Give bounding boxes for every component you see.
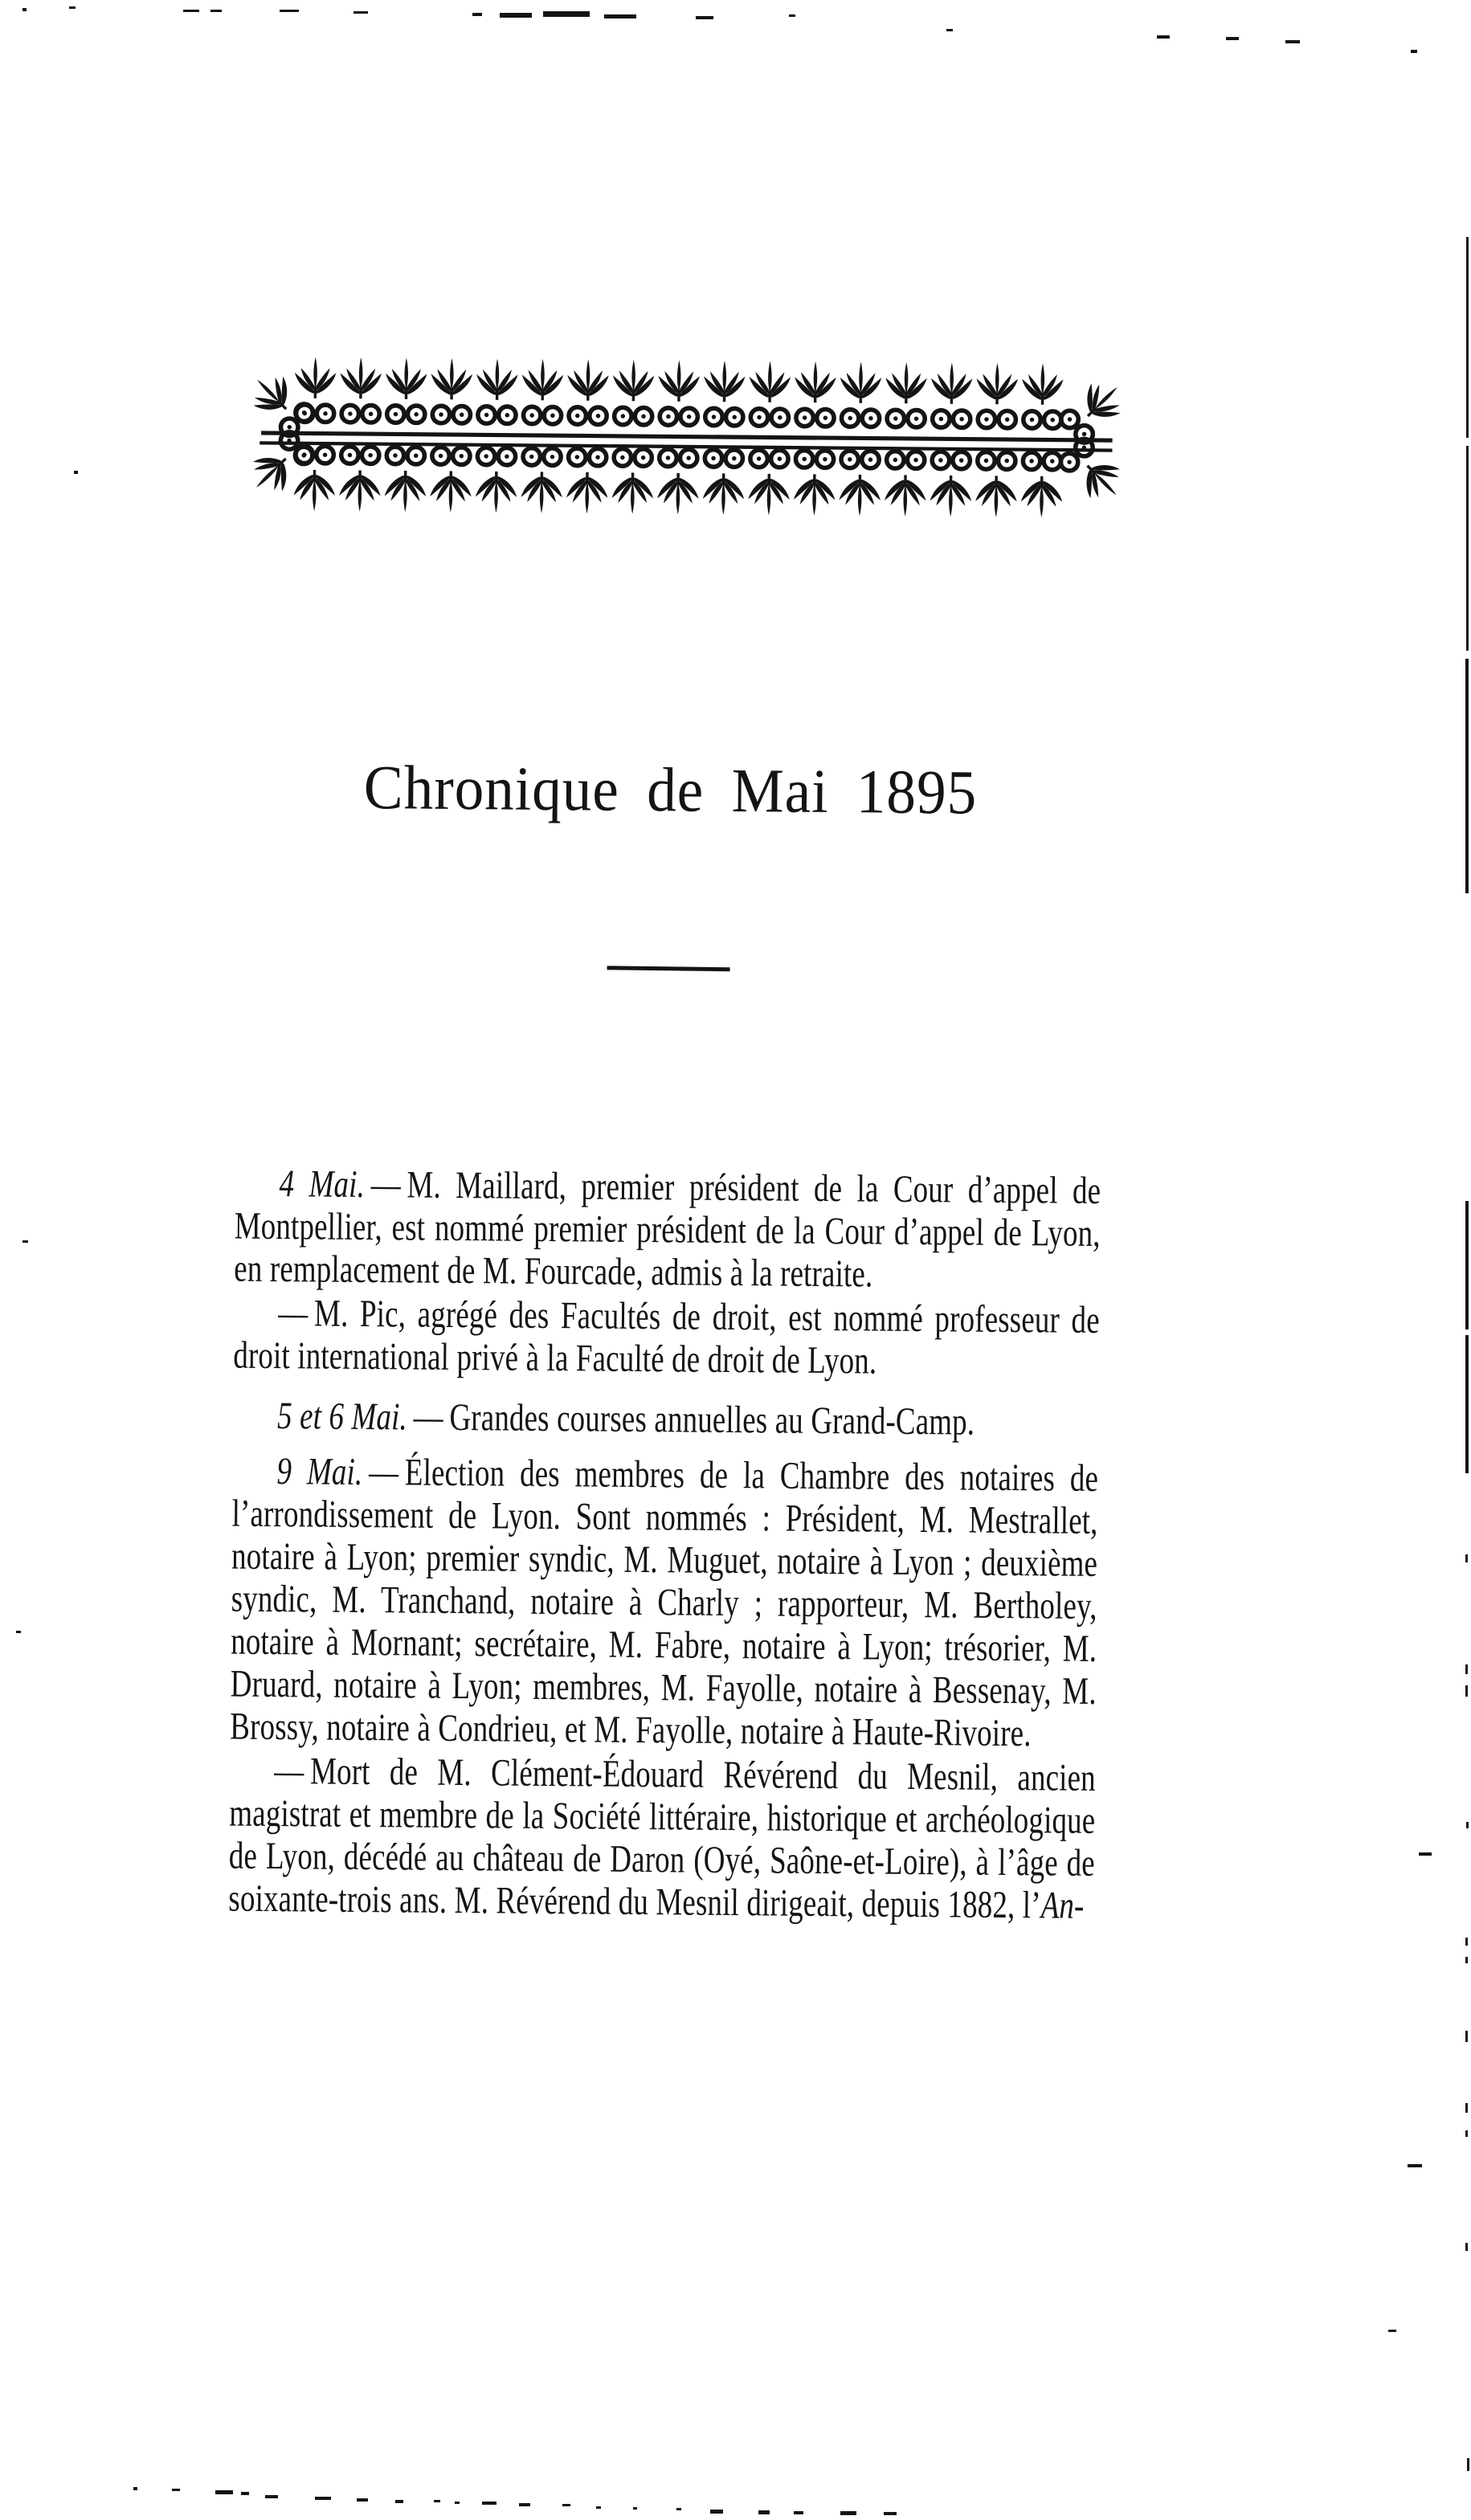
scan-artifact xyxy=(1157,35,1170,39)
date-lead: 9 Mai. xyxy=(276,1450,363,1493)
em-dash: — xyxy=(413,1395,443,1439)
scan-artifact xyxy=(434,2500,440,2502)
scan-artifact xyxy=(353,11,368,14)
scan-artifact xyxy=(1465,2031,1468,2042)
scan-artifact xyxy=(1465,2243,1468,2251)
scan-artifact xyxy=(265,2495,278,2498)
scan-artifact xyxy=(946,29,953,31)
scan-artifact xyxy=(1465,1685,1468,1697)
scan-artifact xyxy=(16,1631,21,1633)
em-dash: — xyxy=(278,1292,309,1335)
scan-artifact xyxy=(1419,1852,1432,1856)
scan-artifact xyxy=(22,1240,28,1243)
scan-artifact xyxy=(22,8,27,11)
paragraph-9-mai xyxy=(230,1450,1098,1755)
scan-artifact xyxy=(1226,37,1239,40)
em-dash: — xyxy=(274,1750,304,1793)
scan-artifact xyxy=(183,10,199,12)
scan-artifact xyxy=(676,2508,681,2510)
scan-artifact xyxy=(604,14,636,18)
paragraph-text: Élection des membres de la Chambre des notaires de l’arrondissement de Lyon. Sont nommés : Président, M. Mestrallet, notaire à Lyon; premier syndic, M. Muguet, notaire à Lyon ; deuxième syndic, M. Tranchand, notaire à Charly ; rapporteur, M. Bertholey, notaire à Mornant; secrétaire, M. Fabre, notaire à Lyon; trésorier, M. Druard, notaire à Lyon; membres, M. Fayolle, notaire à Bessenay, M. Brossy, notaire à Condrieu, et M. Fayolle, notaire à Haute-Rivoire. xyxy=(230,1451,1099,1755)
paragraph-text: M. Maillard, premier président de la Cour d’appel de Montpellier, est nommé premier président de la Cour d’appel de Lyon, en remplacement de M. Fourcade, admis à la retraite. xyxy=(234,1163,1101,1296)
em-dash: — xyxy=(368,1451,399,1494)
scan-artifact xyxy=(1465,659,1469,893)
scan-artifact xyxy=(710,2510,723,2514)
scan-artifact xyxy=(1408,2164,1422,2167)
scan-artifact xyxy=(1465,1554,1468,1562)
scan-artifact xyxy=(1388,2330,1396,2332)
scan-artifact xyxy=(357,2498,368,2502)
scan-artifact xyxy=(1466,237,1469,438)
scan-artifact xyxy=(280,10,299,12)
scan-artifact xyxy=(1465,2103,1468,2113)
date-lead: 5 et 6 Mai. xyxy=(276,1395,408,1439)
scan-artifact xyxy=(395,2500,403,2503)
ornamental-headpiece xyxy=(259,357,1115,518)
scan-artifact xyxy=(74,471,78,474)
scan-artifact xyxy=(482,2502,496,2505)
scan-artifact xyxy=(241,2492,249,2495)
scan-artifact xyxy=(1465,1938,1468,1946)
scan-artifact xyxy=(794,2511,803,2514)
paragraph-text: Mort de M. Clément-Édouard Révérend du Mesnil, ancien magistrat et membre de la Société littéraire, historique et archéologique de Lyon, décédé au château de Daron (Oyé, Saône-et-Loire), à l’âge de soixante-trois ans. M. Révérend du Mesnil dirigeait, depuis 1882, l’ xyxy=(228,1750,1097,1927)
paragraph-text: M. Pic, agrégé des Facultés de droit, est nommé professeur de droit international privé à la Faculté de droit de Lyon. xyxy=(233,1292,1100,1383)
paragraph-4-mai xyxy=(234,1162,1101,1297)
scan-artifact xyxy=(633,2507,637,2510)
scan-artifact xyxy=(500,13,532,18)
scan-artifact xyxy=(133,2487,137,2490)
scan-artifact xyxy=(1466,1822,1469,1828)
scan-artifact xyxy=(1465,1335,1469,1473)
date-lead: 4 Mai. xyxy=(279,1162,366,1206)
scan-artifact xyxy=(1465,1664,1468,1674)
scan-artifact xyxy=(1466,446,1469,651)
scan-artifact xyxy=(884,2512,897,2515)
scan-artifact xyxy=(562,2504,570,2506)
scan-artifact xyxy=(1467,2458,1469,2471)
scan-artifact xyxy=(455,2502,460,2504)
scan-artifact xyxy=(789,14,795,17)
scan-artifact xyxy=(1465,2130,1468,2137)
scan-artifact xyxy=(758,2510,770,2514)
scan-artifact xyxy=(69,6,76,9)
title-divider-rule xyxy=(607,966,730,971)
scan-artifact xyxy=(543,11,590,17)
scan-artifact xyxy=(315,2497,331,2500)
scan-artifact xyxy=(1285,40,1300,43)
scan-artifact xyxy=(215,2490,233,2494)
page-title xyxy=(236,746,1105,834)
scan-artifact xyxy=(1411,50,1417,53)
scan-artifact xyxy=(696,16,713,19)
scan-artifact xyxy=(172,2489,180,2491)
paragraph-mort-mesnil xyxy=(228,1750,1096,1927)
scan-artifact xyxy=(1465,1201,1469,1329)
scan-artifact xyxy=(210,10,222,12)
paragraph-text: Grandes courses annuelles au Grand-Camp. xyxy=(449,1395,975,1444)
scan-artifact xyxy=(472,13,482,16)
paragraph-5-6-mai xyxy=(232,1395,1098,1444)
palmette-frieze-icon xyxy=(259,357,1115,518)
scan-artifact xyxy=(596,2506,601,2509)
scan-artifact xyxy=(519,2503,530,2506)
page-title-text: Chronique de Mai 1895 xyxy=(363,751,978,827)
body-text xyxy=(228,1162,1101,1927)
scan-artifact xyxy=(1465,1957,1468,1963)
paragraph-pic xyxy=(233,1292,1100,1384)
paragraph-text-italic-tail: An- xyxy=(1040,1884,1085,1927)
em-dash: — xyxy=(370,1163,402,1207)
